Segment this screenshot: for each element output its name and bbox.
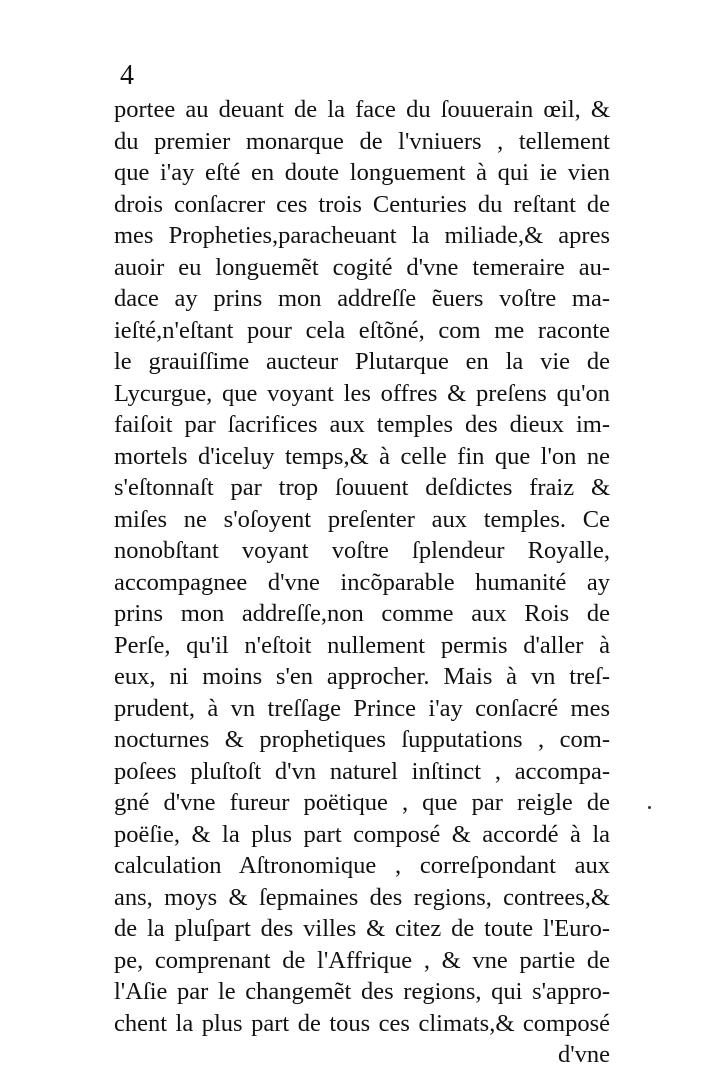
text-line: chent la plus part de tous ces climats,& composé [114,1009,610,1037]
text-line: nonobſtant voyant voſtre ſplendeur Royalle, [114,537,610,564]
text-line: prudent, à vn treſſage Prince i'ay conſacré mes [114,694,610,722]
text-line: drois conſacrer ces trois Centuries du reſtant de [114,190,610,218]
text-line: dace ay prins mon addreſſe ẽuers voſtre ma- [114,285,610,312]
text-line: calculation Aſtronomique , correſpondant aux [114,852,610,879]
text-line: mes Propheties,paracheuant la miliade,& apres [114,222,610,249]
text-line: Perſe, qu'il n'eſtoit nullement permis d'aller à [114,631,610,659]
text-line: poëſie, & la plus part composé & accordé à la [114,820,610,848]
ink-speck [648,806,651,809]
text-line: nocturnes & prophetiques ſupputations , com- [114,726,610,753]
text-line: l'Aſie par le changemẽt des regions, qui s'appro- [114,978,610,1005]
body-text [114,94,610,1071]
text-line: poſees pluſtoſt d'vn naturel inſtinct , accompa- [114,757,610,785]
text-line: le grauiſſime aucteur Plutarque en la vie de [114,348,610,375]
text-line: ans, moys & ſepmaines des regions, contrees,& [114,883,610,911]
text-line: ieſté,n'eſtant pour cela eſtõné, com me raconte [114,316,610,344]
text-line: eux, ni moins s'en approcher. Mais à vn treſ- [114,663,610,690]
text-line: de la pluſpart des villes & citez de toute l'Euro- [114,915,610,942]
text-line: Lycurgue, que voyant les offres & preſens qu'on [114,379,610,407]
text-line: auoir eu longuemẽt cogité d'vne temeraire au- [114,253,610,281]
text-line: mortels d'iceluy temps,& à celle fin que l'on ne [114,442,610,470]
text-line: que i'ay eſté en doute longuement à qui ie vien [114,159,610,186]
text-line: prins mon addreſſe,non comme aux Rois de [114,600,610,627]
text-line: portee au deuant de la face du ſouuerain œil, & [114,96,610,123]
text-line: faiſoit par ſacrifices aux temples des dieux im- [114,411,610,438]
text-line: accompagnee d'vne incõparable humanité ay [114,568,610,596]
text-line: pe, comprenant de l'Affrique , & vne partie de [114,946,610,974]
text-line: miſes ne s'oſoyent preſenter aux temples. Ce [114,505,610,533]
page-number: 4 [120,60,134,91]
text-line: s'eſtonnaſt par trop ſouuent deſdictes fraiz & [114,474,610,501]
text-line: du premier monarque de l'vniuers , tellement [114,127,610,155]
text-line: gné d'vne fureur poëtique , que par reigle de [114,789,610,816]
catchword: d'vne [557,1041,610,1068]
